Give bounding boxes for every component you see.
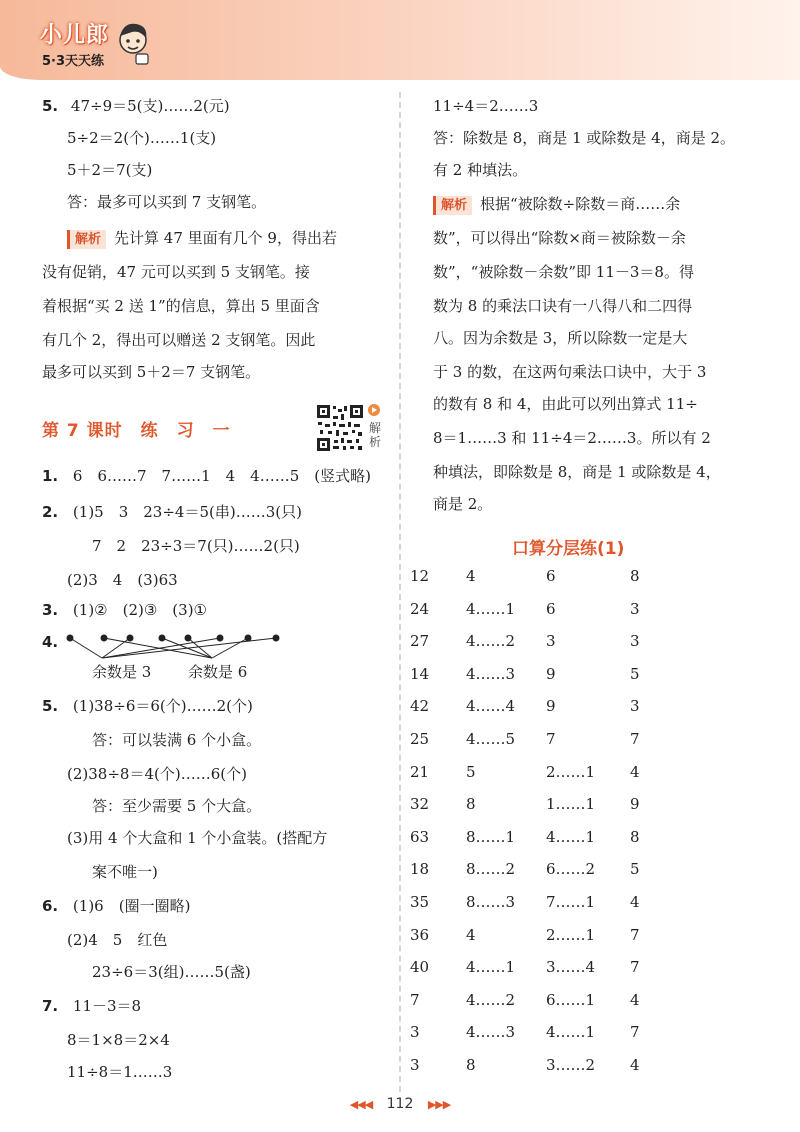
grid-cell: 7……1 [546, 893, 596, 911]
grid-cell: 1……1 [546, 795, 596, 814]
page-number: 112 [386, 1096, 414, 1112]
grid-cell: 4……2 [466, 990, 516, 1009]
grid-cell: 9 [630, 795, 640, 814]
lesson-title: 第 7 课时 练 习 一 [42, 421, 231, 441]
grid-cell: 8……1 [466, 827, 516, 846]
left-analysis-line-3: 着根据“买 2 送 1”的信息，算出 5 里面含 [42, 297, 320, 315]
grid-cell: 3……4 [546, 958, 596, 977]
answer-7-line-2: 8＝1×8＝2×4 [67, 1031, 170, 1049]
left-analysis-line-2: 没有促销，47 元可以买到 5 支钢笔。接 [42, 263, 310, 281]
grid-cell: 40 [410, 958, 430, 977]
grid-cell: 36 [410, 925, 430, 944]
grid-cell: 42 [410, 697, 430, 716]
analysis-text: 根据“被除数÷除数＝商……余 [480, 195, 681, 213]
analysis-tag: 解析 [433, 196, 472, 215]
right-line-3: 有 2 种填法。 [433, 161, 528, 179]
grid-cell: 8……3 [466, 893, 516, 911]
right-analysis-line-3: 数”，“被除数－余数”即 11－3＝8。得 [433, 263, 694, 281]
grid-cell: 7 [410, 990, 420, 1009]
answer-2 [42, 502, 302, 522]
grid-cell: 6……2 [546, 860, 596, 879]
grid-cell: 8……2 [466, 860, 516, 879]
analysis-text: 先计算 47 里面有几个 9，得出若 [114, 229, 337, 247]
matching-diagram [62, 630, 292, 660]
right-analysis-line-6: 于 3 的数，在这两句乘法口诀中，大于 3 [433, 363, 707, 381]
grid-cell: 4……1 [546, 827, 596, 846]
grid-cell: 7 [630, 958, 640, 977]
grid-cell: 25 [410, 730, 430, 748]
grid-cell: 4……3 [466, 1023, 516, 1042]
grid-cell: 24 [410, 599, 430, 618]
section-title: 口算分层练(1) [512, 539, 625, 559]
grid-cell: 3 [410, 1056, 420, 1074]
qr-label: 解析 [369, 421, 382, 449]
grid-cell: 6 [546, 599, 556, 618]
answer-text: (1)38÷6＝6(个)……2(个) [72, 697, 253, 715]
grid-cell: 12 [410, 567, 430, 585]
grid-cell: 4……1 [466, 958, 516, 977]
grid-cell: 4……2 [466, 632, 516, 651]
play-icon[interactable] [368, 404, 380, 416]
answer-text: (1)5 3 23÷4＝5(串)……3(只) [72, 503, 302, 521]
next-arrows-icon: ▶▶▶ [427, 1098, 451, 1111]
answer-text: 6 6……7 7……1 4 4……5 (竖式略) [72, 467, 371, 485]
answer-2-line-2: 7 2 23÷3＝7(只)……2(只) [92, 537, 300, 555]
grid-cell: 4……1 [466, 599, 516, 618]
grid-cell: 2……1 [546, 925, 596, 944]
grid-cell: 8 [630, 827, 640, 846]
left-analysis-line-1 [67, 228, 337, 249]
grid-cell: 9 [546, 697, 556, 716]
grid-cell: 6……1 [546, 990, 596, 1009]
answer-5 [42, 696, 253, 716]
question-number: 3. [42, 601, 59, 619]
grid-cell: 6 [546, 567, 556, 585]
grid-cell: 7 [630, 925, 640, 944]
column-divider [399, 92, 401, 1092]
grid-cell: 4 [630, 893, 640, 911]
brand-subtitle: 5·3天天练 [42, 54, 105, 69]
grid-cell: 4 [630, 762, 640, 781]
q5-line-3: 5＋2＝7(支) [67, 161, 153, 179]
question-number: 4. [42, 633, 59, 651]
grid-cell: 8 [466, 1056, 476, 1074]
grid-cell: 7 [630, 1023, 640, 1042]
answer-4 [42, 632, 58, 652]
grid-cell: 3 [630, 697, 640, 716]
answer-5-line-2: 答：可以装满 6 个小盒。 [92, 731, 262, 749]
grid-cell: 4……5 [466, 730, 516, 748]
q5-line-2: 5÷2＝2(个)……1(支) [67, 129, 217, 147]
grid-cell: 14 [410, 664, 430, 683]
question-number: 7. [42, 997, 59, 1015]
grid-cell: 18 [410, 860, 430, 879]
answer-text: (1)② (2)③ (3)① [72, 601, 208, 619]
right-line-1: 11÷4＝2……3 [433, 97, 539, 115]
right-analysis-line-4: 数为 8 的乘法口诀有一八得八和二四得 [433, 297, 693, 315]
question-number: 2. [42, 503, 59, 521]
answer-text: (1)6 (圈一圈略) [72, 897, 191, 915]
grid-cell: 3 [630, 632, 640, 651]
answer-6-line-3: 23÷6＝3(组)……5(盏) [92, 963, 251, 981]
grid-cell: 5 [466, 762, 476, 781]
remainder-3-label: 余数是 3 [92, 663, 152, 681]
right-analysis-line-2: 数”，可以得出“除数×商＝被除数－余 [433, 229, 686, 247]
answer-6-line-2: (2)4 5 红色 [67, 931, 168, 949]
analysis-tag: 解析 [67, 230, 106, 249]
line-text: 47÷9＝5(支)……2(元) [70, 97, 230, 115]
right-analysis-line-5: 八。因为余数是 3，所以除数一定是大 [433, 329, 688, 347]
prev-arrows-icon: ◀◀◀ [349, 1098, 373, 1111]
grid-cell: 3 [630, 599, 640, 618]
left-analysis-line-5: 最多可以买到 5＋2＝7 支钢笔。 [42, 363, 261, 381]
question-number: 6. [42, 897, 59, 915]
q5-line-1 [42, 96, 230, 116]
brand-title: 小儿郎 [40, 23, 110, 48]
remainder-6-label: 余数是 6 [188, 663, 248, 681]
grid-cell: 7 [630, 730, 640, 748]
answer-5-line-3: (2)38÷8＝4(个)……6(个) [67, 765, 247, 783]
right-answer: 答：除数是 8，商是 1 或除数是 4，商是 2。 [433, 129, 736, 147]
right-analysis-line-7: 的数有 8 和 4，由此可以列出算式 11÷ [433, 395, 698, 413]
right-analysis-line-10: 商是 2。 [433, 495, 493, 513]
qr-code-icon[interactable] [316, 404, 364, 452]
right-analysis-line-1 [433, 194, 680, 215]
page-footer [0, 1096, 800, 1112]
grid-cell: 5 [630, 860, 640, 879]
grid-cell: 27 [410, 632, 430, 651]
grid-cell: 4 [630, 990, 640, 1009]
grid-cell: 4……1 [546, 1023, 596, 1042]
grid-cell: 8 [466, 795, 476, 814]
answer-2-line-3: (2)3 4 (3)63 [67, 571, 178, 589]
q5-answer: 答：最多可以买到 7 支钢笔。 [67, 193, 267, 211]
question-number: 1. [42, 467, 59, 485]
grid-cell: 4 [630, 1056, 640, 1074]
answer-7 [42, 996, 141, 1016]
grid-cell: 4……3 [466, 664, 516, 683]
left-analysis-line-4: 有几个 2，得出可以赠送 2 支钢笔。因此 [42, 331, 316, 349]
grid-cell: 32 [410, 795, 430, 814]
grid-cell: 5 [630, 664, 640, 683]
mascot-icon [116, 20, 150, 68]
question-number: 5. [42, 697, 59, 715]
answer-7-line-3: 11÷8＝1……3 [67, 1063, 173, 1081]
answer-1 [42, 466, 371, 486]
question-number: 5. [42, 97, 59, 115]
grid-cell: 8 [630, 567, 640, 585]
grid-cell: 3……2 [546, 1056, 596, 1074]
answer-5-line-5: (3)用 4 个大盒和 1 个小盒装。(搭配方 [67, 829, 328, 847]
brand-logo [40, 18, 150, 78]
grid-cell: 7 [546, 730, 556, 748]
grid-cell: 9 [546, 664, 556, 683]
grid-cell: 4……4 [466, 697, 516, 716]
answer-text: 11－3＝8 [72, 997, 142, 1015]
right-analysis-line-8: 8＝1……3 和 11÷4＝2……3。所以有 2 [433, 429, 711, 447]
answer-5-line-4: 答：至少需要 5 个大盒。 [92, 797, 262, 815]
grid-cell: 35 [410, 893, 430, 911]
grid-cell: 3 [410, 1023, 420, 1042]
grid-cell: 2……1 [546, 762, 596, 781]
answer-5-line-6: 案不唯一) [92, 863, 158, 881]
answer-6 [42, 896, 190, 916]
grid-cell: 4 [466, 567, 476, 585]
right-analysis-line-9: 种填法，即除数是 8，商是 1 或除数是 4， [433, 463, 721, 481]
grid-cell: 4 [466, 925, 476, 944]
grid-cell: 3 [546, 632, 556, 651]
grid-cell: 21 [410, 762, 430, 781]
answer-3 [42, 600, 207, 620]
grid-cell: 63 [410, 827, 430, 846]
